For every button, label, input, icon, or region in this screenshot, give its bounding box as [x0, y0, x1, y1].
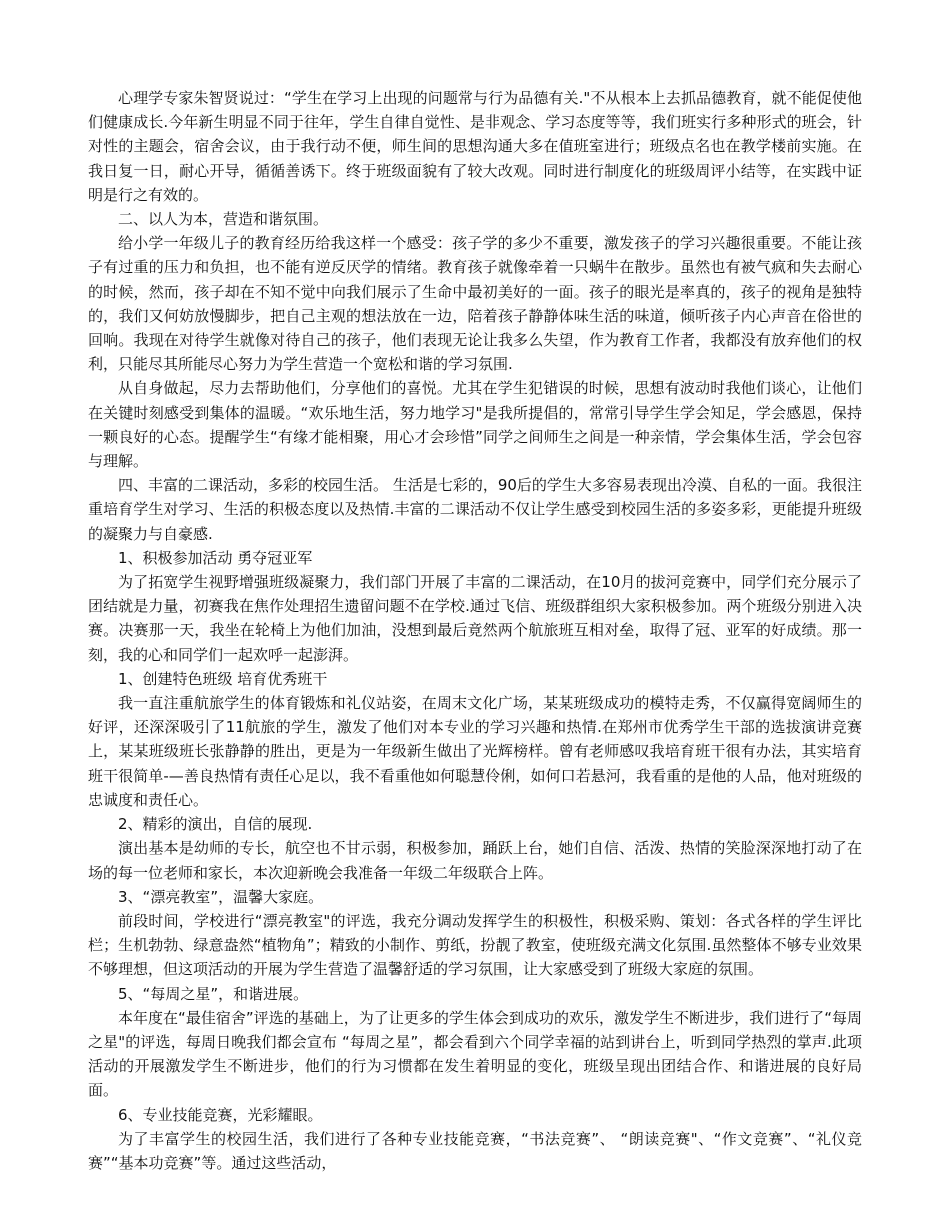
subheading-activities-champion: 1、积极参加活动 勇夺冠亚军	[118, 548, 313, 567]
paragraph-performance: 演出基本是幼师的专长，航空也不甘示弱，积极参加，踊跃上台，她们自信、活泼、热情的笑脸深深地打动了在场的每一位老师和家长，本次迎新晚会我准备一年级二年级联合上阵。	[88, 839, 862, 882]
subheading-weekly-star: 5、“每周之星”，和谐进展。	[118, 984, 309, 1003]
paragraph-skills-competition: 为了丰富学生的校园生活，我们进行了各种专业技能竞赛，“书法竞赛”、 “朗读竞赛"、“作文竞赛”、“礼仪竞赛”“基本功竞赛”等。通过这些活动，	[88, 1129, 862, 1172]
paragraph-class-cadres: 我一直注重航旅学生的体育锻炼和礼仪站姿，在周末文化广场，某某班级成功的模特走秀，不仅赢得宽阔师生的好评，还深深吸引了11航旅的学生，激发了他们对本专业的学习兴趣和热情.在郑州市优秀学生干部的选拔演讲竞赛上，某某班级班长张静静的胜出，更是为一年级新生做出了光辉榜样。曾有老师感叹我培育班干很有办法，其实培育班干很简单-—善良热情有责任心足以，我不看重他如何聪慧伶俐，如何口若悬河，我看重的是他的人品，他对班级的忠诚度和责任心。	[88, 694, 862, 809]
document-body	[88, 86, 862, 1175]
paragraph-discipline-intro: 心理学专家朱智贤说过：“学生在学习上出现的问题常与行为品德有关."不从根本上去抓品德教育，就不能促使他们健康成长.今年新生明显不同于往年，学生自律自觉性、是非观念、学习态度等等，我们班实行多种形式的班会，针对性的主题会，宿舍会议，由于我行动不便，师生间的思想沟通大多在值班室进行；班级点名也在教学楼前实施。在我日复一日，耐心开导，循循善诱下。终于班级面貌有了较大改观。同时进行制度化的班级周评小结等，在实践中证明是行之有效的。	[88, 89, 862, 204]
paragraph-tug-of-war: 为了拓宽学生视野增强班级凝聚力，我们部门开展了丰富的二课活动，在10月的拔河竞赛中，同学们充分展示了团结就是力量，初赛我在焦作处理招生遗留问题不在学校.通过飞信、班级群组织大家积极参加。两个班级分别进入决赛。决赛那一天，我坐在轮椅上为他们加油，没想到最后竟然两个航旅班互相对垒，取得了冠、亚军的好成绩。那一刻，我的心和同学们一起欢呼一起澎湃。	[88, 573, 862, 664]
paragraph-weekly-star: 本年度在“最佳宿舍”评选的基础上，为了让更多的学生体会到成功的欢乐，激发学生不断进步，我们进行了“每周之星"的评选，每周日晚我们都会宣布 “每周之星”，都会看到六个同学幸福的站到讲台上，听到同学热烈的掌声.此项活动的开展激发学生不断进步，他们的行为习惯都在发生着明显的变化，班级呈现出团结合作、和谐进展的良好局面。	[88, 1008, 862, 1100]
subheading-beautiful-classroom: 3、“漂亮教室”，温馨大家庭。	[118, 887, 324, 906]
subheading-special-class: 1、创建特色班级 培育优秀班干	[118, 669, 328, 688]
section-heading-people-oriented: 二、以人为本，营造和谐氛围。	[118, 210, 329, 229]
paragraph-beautiful-classroom: 前段时间，学校进行“漂亮教室"的评选，我充分调动发挥学生的积极性，积极采购、策划：各式各样的学生评比栏；生机勃勃、绿意盎然“植物角”；精致的小制作、剪纸，扮靓了教室，使班级充满文化氛围.虽然整体不够专业效果不够理想，但这项活动的开展为学生营造了温馨舒适的学习氛围，让大家感受到了班级大家庭的氛围。	[88, 911, 862, 979]
subheading-skills-competition: 6、专业技能竞赛，光彩耀眼。	[118, 1105, 323, 1124]
paragraph-child-education: 给小学一年级儿子的教育经历给我这样一个感受：孩子学的多少不重要，激发孩子的学习兴趣很重要。不能让孩子有过重的压力和负担，也不能有逆反厌学的情绪。教育孩子就像牵着一只蜗牛在散步。虽然也有被气疯和失去耐心的时候，然而，孩子却在不知不觉中向我们展示了生命中最初美好的一面。孩子的眼光是率真的，孩子的视角是独特的，我们又何妨放慢脚步，把自己主观的想法放在一边，陪着孩子静静体味生活的味道，倾听孩子内心声音在俗世的回响。我现在对待学生就像对待自己的孩子，他们表现无论让我多么失望，作为教育工作者，我都没有放弃他们的权利，只能尽其所能尽心努力为学生营造一个宽松和谐的学习氛围.	[88, 234, 862, 374]
section-heading-extracurricular: 四、丰富的二课活动，多彩的校园生活。 生活是七彩的，90后的学生大多容易表现出冷漠、自私的一面。我很注重培育学生对学习、生活的积极态度以及热情.丰富的二课活动不仅让学生感受到校园生活的多姿多彩，更能提升班级的凝聚力与自豪感.	[88, 476, 862, 543]
paragraph-self-example: 从自身做起，尽力去帮助他们，分享他们的喜悦。尤其在学生犯错误的时候，思想有波动时我他们谈心，让他们在关键时刻感受到集体的温暖。“欢乐地生活，努力地学习"是我所提倡的，常常引导学生学会知足，学会感恩，保持一颗良好的心态。提醒学生“有缘才能相聚，用心才会珍惜”同学之间师生之间是一种亲情，学会集体生活，学会包容与理解。	[88, 379, 862, 471]
subheading-performance: 2、精彩的演出，自信的展现.	[118, 815, 313, 834]
